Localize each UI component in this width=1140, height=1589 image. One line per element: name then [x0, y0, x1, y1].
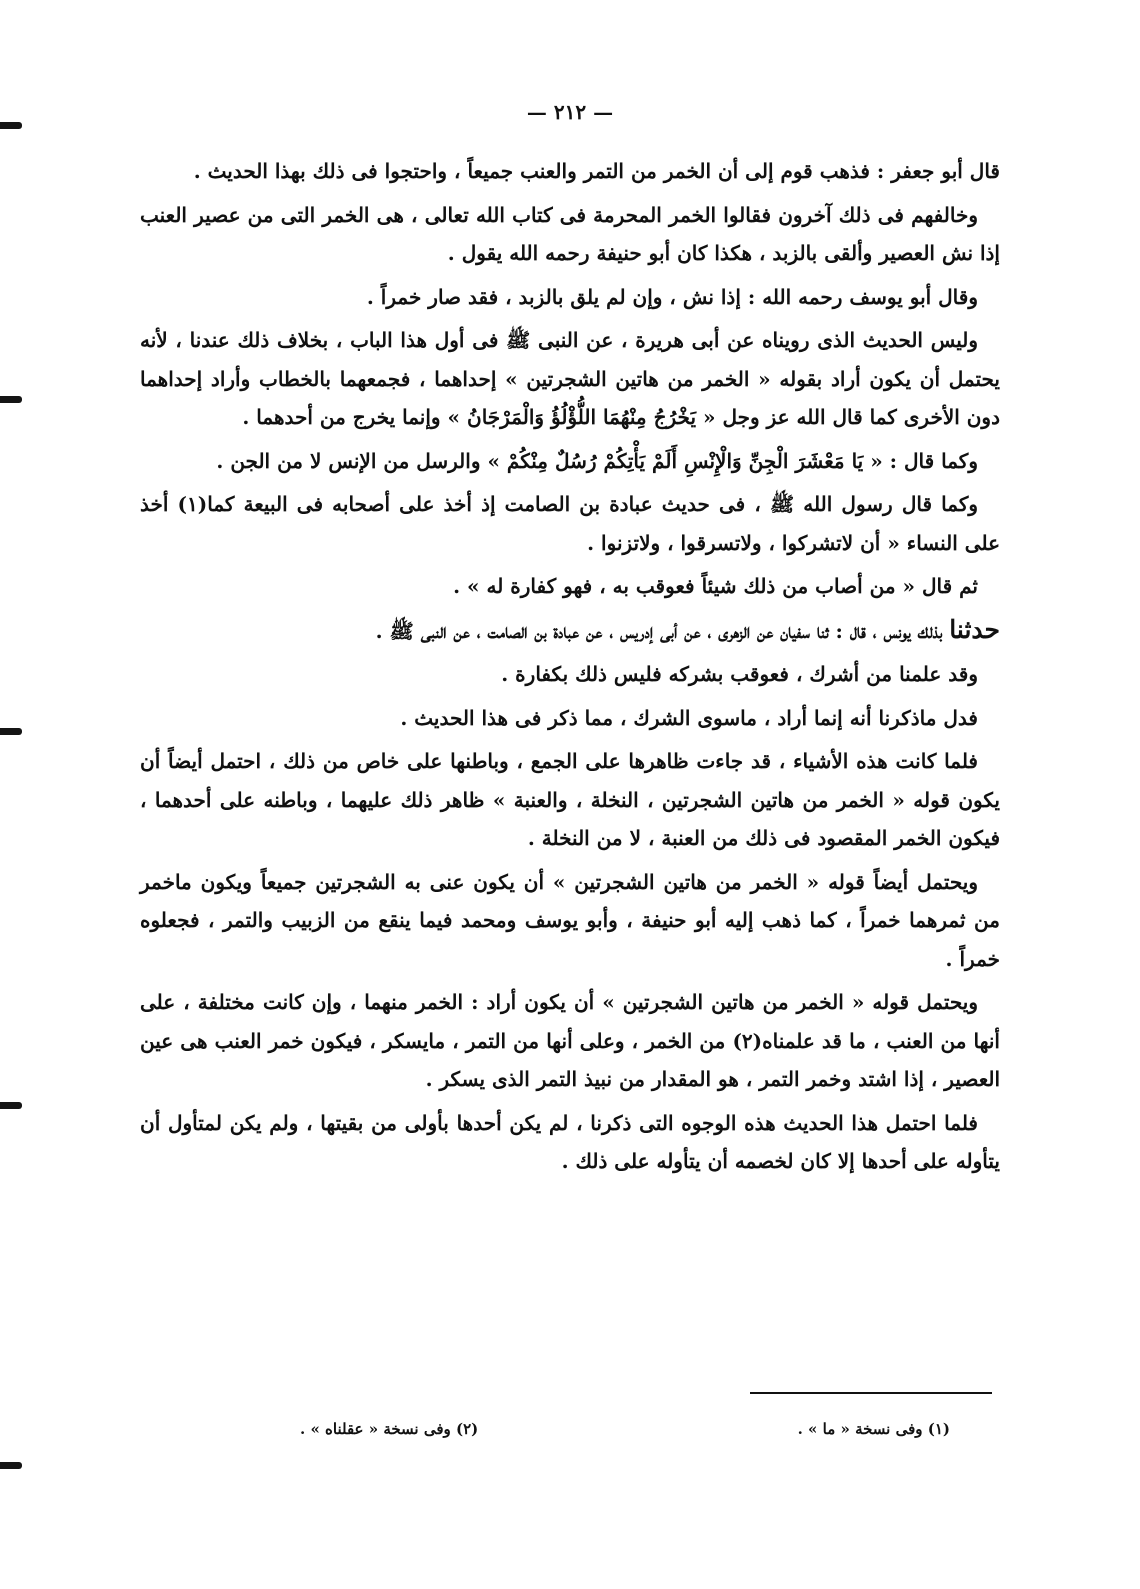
paragraph: وقال أبو يوسف رحمه الله : إذا نش ، وإن لم يلق بالزبد ، فقد صار خمراً .	[366, 284, 978, 309]
paragraph: ويحتمل قوله « الخمر من هاتين الشجرتين » أن يكون أراد : الخمر منهما ، وإن كانت مختلفة ، على أنها من العنب ، ما قد علمناه(٢) من الخمر ، وعلى أنها من التمر ، مايسكر ، فيكون خمر العنب هى عين العصير ، إذا اشتد وخمر التمر ، هو المقدار من نبيذ التمر الذى يسكر .	[140, 990, 1000, 1091]
footnote-2: (٢) وفى نسخة « عقلناه » .	[300, 1420, 479, 1438]
paragraph: وخالفهم فى ذلك آخرون فقالوا الخمر المحرمة فى كتاب الله تعالى ، هى الخمر التى من عصير العنب إذا نش العصير وألقى بالزبد ، هكذا كان أبو حنيفة رحمه الله يقول .	[140, 202, 1000, 265]
paragraph: ويحتمل أيضاً قوله « الخمر من هاتين الشجرتين » أن يكون عنى به الشجرتين جميعاً ويكون ماخمر من ثمرهما خمراً ، كما ذهب إليه أبو حنيفة ، وأبو يوسف ومحمد فيما ينقع من الزبيب والتمر ، فجعلوه خمراً .	[140, 869, 1000, 971]
paragraph-text: بذلك يونس ، قال : ثنا سفيان عن الزهرى ، عن أبى إدريس ، عن عبادة بن الصامت ، عن النبى ﷺ .	[375, 618, 950, 643]
page-edge-mark	[0, 728, 22, 735]
paragraph: فلما كانت هذه الأشياء ، قد جاءت ظاهرها على الجمع ، وباطنها على خاص من ذلك ، احتمل أيضاً أن يكون قوله « الخمر من هاتين الشجرتين ، النخلة ، والعنبة » ظاهر ذلك عليهما ، وباطنه على أحدهما ، فيكون الخمر المقصود فى ذلك من العنبة ، لا من النخلة .	[140, 749, 1000, 850]
page-edge-mark	[0, 1102, 22, 1109]
paragraph: وكما قال رسول الله ﷺ ، فى حديث عبادة بن الصامت إذ أخذ على أصحابه فى البيعة كما(١) أخذ على النساء « أن لاتشركوا ، ولاتسرقوا ، ولاتزنوا .	[140, 492, 1000, 555]
paragraph: قال أبو جعفر : فذهب قوم إلى أن الخمر من التمر والعنب جميعاً ، واحتجوا فى ذلك بهذا الحديث .	[193, 159, 1000, 183]
haddathana-heading: حدثنا	[949, 614, 1000, 644]
paragraph: وكما قال : « يَا مَعْشَرَ الْجِنِّ وَالْإِنْسِ أَلَمْ يَأْتِكُمْ رُسُلٌ مِنْكُمْ » والرسل من الإنس لا من الجن .	[216, 448, 978, 473]
paragraph: وقد علمنا من أشرك ، فعوقب بشركه فليس ذلك بكفارة .	[501, 662, 978, 686]
footnote-divider	[750, 1392, 992, 1394]
paragraph: فلما احتمل هذا الحديث هذه الوجوه التى ذكرنا ، لم يكن أحدها بأولى من بقيتها ، ولم يكن لمتأول أن يتأوله على أحدها إلا كان لخصمه أن يتأوله على ذلك .	[140, 1110, 1000, 1173]
page-edge-mark	[0, 396, 22, 403]
main-text	[140, 152, 1000, 1186]
footnotes	[300, 1420, 950, 1438]
paragraph: وليس الحديث الذى رويناه عن أبى هريرة ، عن النبى ﷺ فى أول هذا الباب ، بخلاف ذلك عندنا ، لأنه يحتمل أن يكون أراد بقوله « الخمر من هاتين الشجرتين » إحداهما ، فجمعهما بالخطاب وأراد إحداهما دون الأخرى كما قال الله عز وجل « يَخْرُجُ مِنْهُمَا اللُّؤْلُؤُ وَالْمَرْجَانُ » وإنما يخرج من أحدهما .	[140, 328, 1000, 429]
page-edge-mark	[0, 1462, 22, 1469]
haddath-paragraph	[140, 611, 1000, 651]
paragraph: ثم قال « من أصاب من ذلك شيئاً فعوقب به ، فهو كفارة له » .	[453, 574, 978, 598]
footnote-1: (١) وفى نسخة « ما » .	[797, 1420, 950, 1438]
page-number: — ٢١٢ —	[526, 100, 614, 124]
paragraph: فدل ماذكرنا أنه إنما أراد ، ماسوى الشرك ، مما ذكر فى هذا الحديث .	[400, 705, 978, 730]
